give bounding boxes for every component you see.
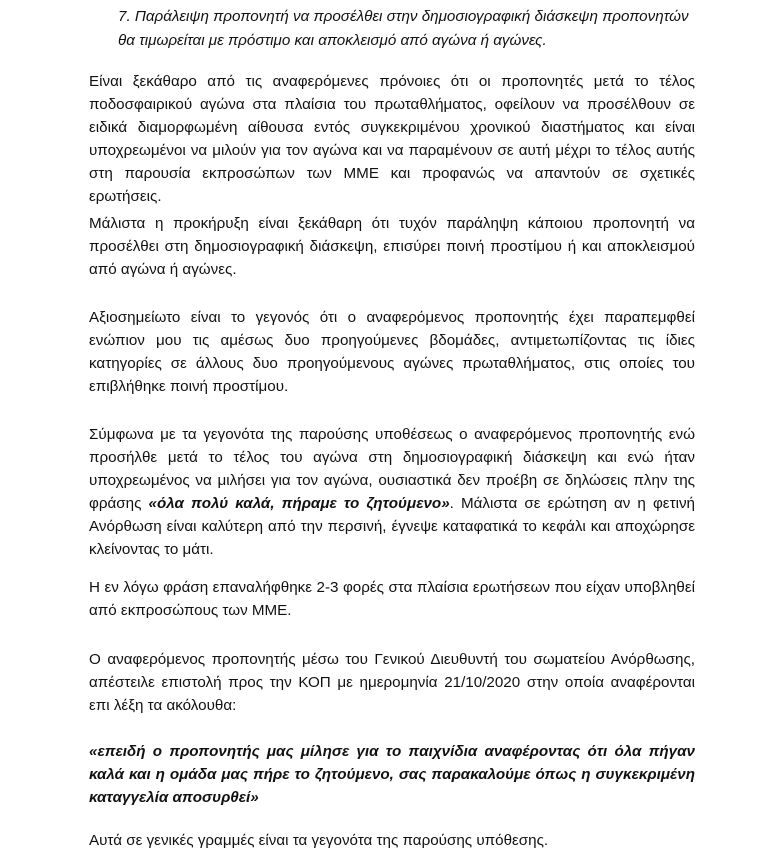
block-quote-letter: «επειδή ο προπονητής μας μίλησε για το παιχνίδια αναφέροντας ότι όλα πήγαν καλά και η ομάδα μας πήρε το ζητούμενο, σας παρακαλούμε όπως η συγκεκριμένη καταγγελία αποσυρθεί» — [89, 743, 695, 806]
paragraph-prior-referrals: Αξιοσημείωτο είναι το γεγονός ότι ο αναφερόμενος προπονητής έχει παραπεμφθεί ενώπιον μου τις αμέσως δυο προηγούμενες βδομάδες, αντιμετωπίζοντας τις ίδιες κατηγορίες σε άλλους δυο προηγούμενους αγώνες πρωταθλήματος, στις οποίες του επιβλήθηκε ποινή προστίμου. — [89, 309, 695, 395]
paragraph-summary: Αυτά σε γενικές γραμμές είναι τα γεγονότα της παρούσης υπόθεσης. — [89, 832, 549, 849]
paragraph-facts-text-end: . Μάλιστα σε ερώτηση αν η φετινή Ανόρθωση είναι καλύτερη από την περσινή, έγνεψε καταφατικά το κεφάλι και αποχώρησε κλείνοντας το μάτι. — [89, 495, 695, 558]
list-item-7: 7. Παράλειψη προπονητή να προσέλθει στην δημοσιογραφική διάσκεψη προπονητών θα τιμωρείται με πρόστιμο και αποκλεισμό από αγώνα ή αγώνες. — [118, 8, 689, 49]
paragraph-obligations: Είναι ξεκάθαρο από τις αναφερόμενες πρόνοιες ότι οι προπονητές μετά το τέλος ποδοσφαιρικού αγώνα στα πλαίσια του πρωταθλήματος, οφείλουν να προσέλθουν σε ειδικά διαμορφωμένη αίθουσα εντός συγκεκριμένου χρονικού διαστήματος και είναι υποχρεωμένοι να μιλούν για τον αγώνα και να παραμένουν σε αυτή μέχρι το τέλος αυτής στη παρουσία εκπροσώπων των ΜΜΕ και προφανώς να απαντούν σε σχετικές ερωτήσεις. — [89, 73, 695, 205]
paragraph-facts-text-start: Σύμφωνα με τα γεγονότα της παρούσης υποθέσεως ο αναφερόμενος προπονητής ενώ προσήλθε μετά το τέλος του αγώνα στη δημοσιογραφική διάσκεψη και ενώ ήταν υποχρεωμένος να μιλήσει για τον αγώνα, ουσιαστικά δεν προέβη σε δηλώσεις πλην της φράσης — [89, 426, 695, 512]
quoted-phrase: «όλα πολύ καλά, πήραμε το ζητούμενο» — [148, 495, 450, 512]
paragraph-letter: Ο αναφερόμενος προπονητής μέσω του Γενικού Διευθυντή του σωματείου Ανόρθωσης, απέστειλε επιστολή προς την ΚΟΠ με ημερομηνία 21/10/2020 στην οποία αναφέρονται επι λέξη τα ακόλουθα: — [89, 651, 695, 714]
paragraph-penalty-rule: Μάλιστα η προκήρυξη είναι ξεκάθαρη ότι τυχόν παράληψη κάποιου προπονητή να προσέλθει στη δημοσιογραφική διάσκεψη, επισύρει ποινή προστίμου ή και αποκλεισμού από αγώνα ή αγώνες. — [89, 215, 695, 278]
paragraph-repetition: Η εν λόγω φράση επαναλήφθηκε 2-3 φορές στα πλαίσια ερωτήσεων που είχαν υποβληθεί από εκπροσώπους των ΜΜΕ. — [89, 579, 695, 619]
paragraph-facts — [89, 423, 695, 561]
